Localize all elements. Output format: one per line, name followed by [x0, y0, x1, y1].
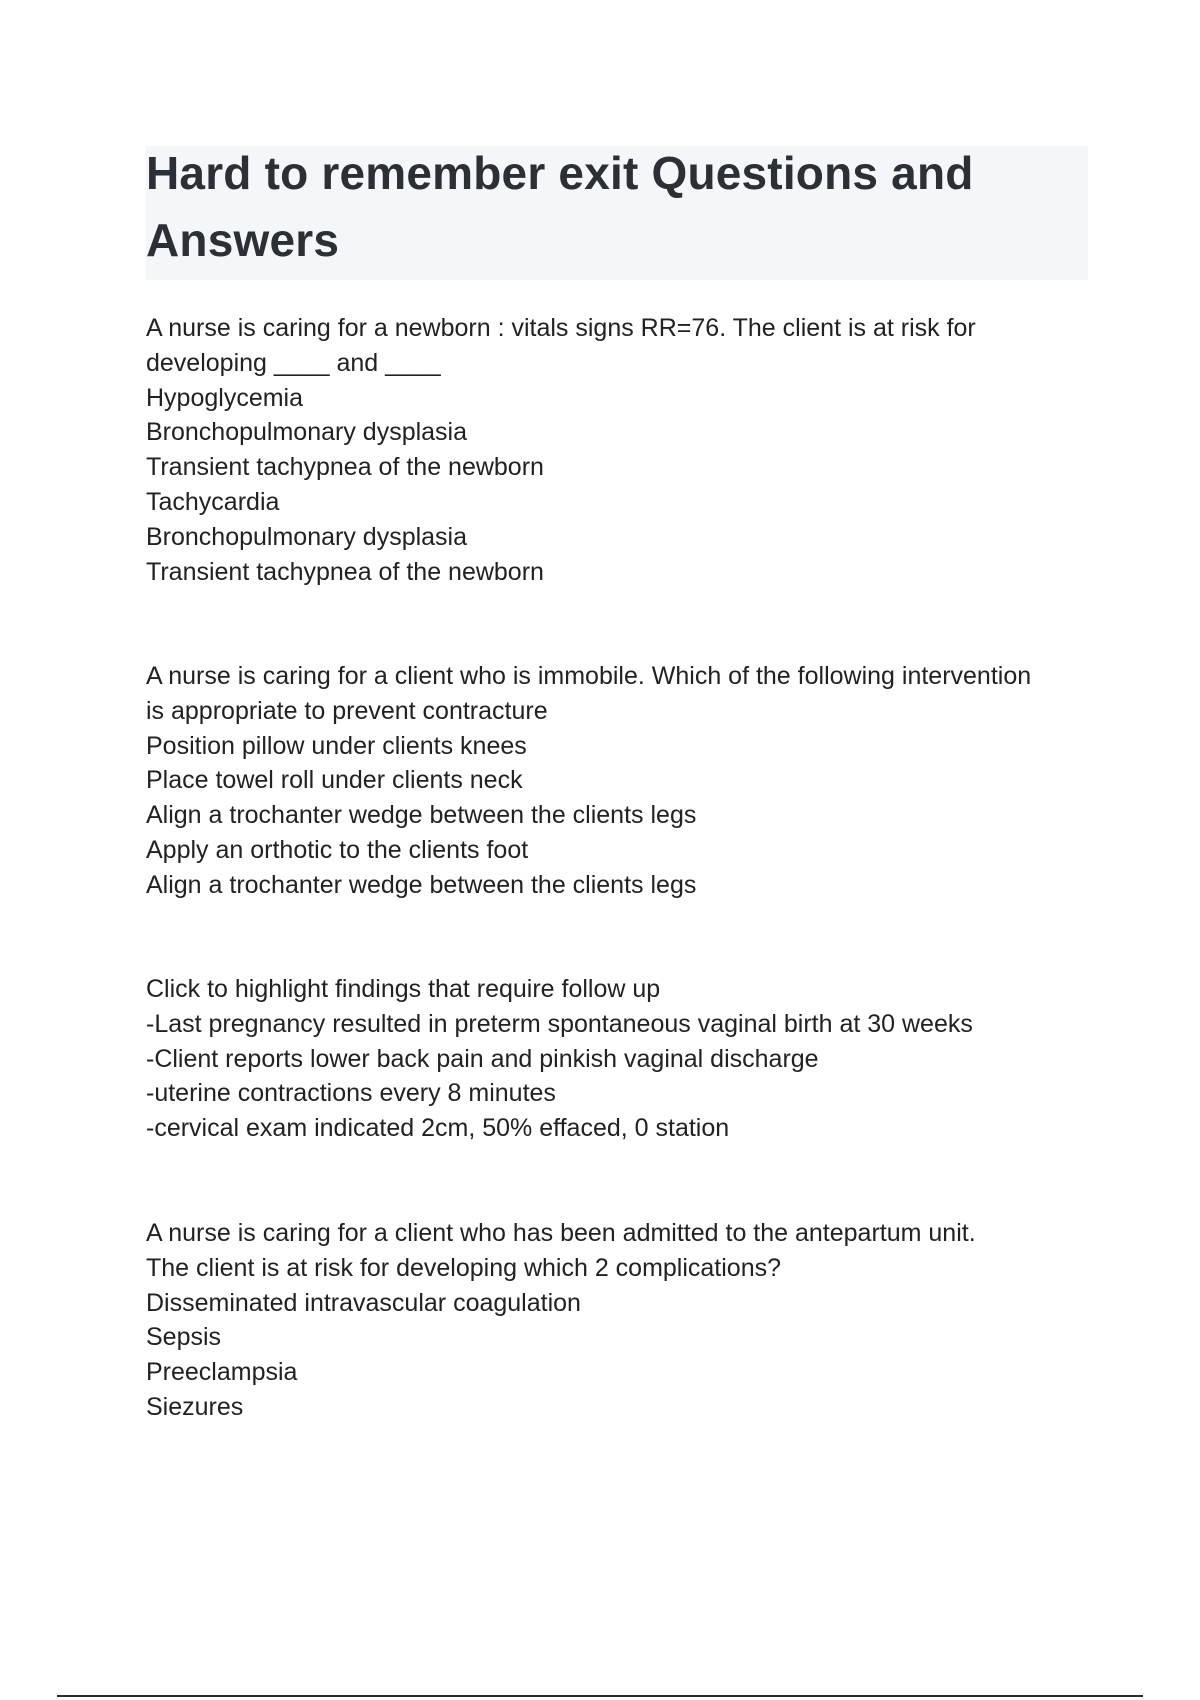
question-text: The client is at risk for developing which 2 complications? — [146, 1253, 782, 1282]
question-text: Click to highlight findings that require follow up — [146, 975, 661, 1003]
answer-option: Apply an orthotic to the clients foot — [146, 835, 529, 864]
correct-answer: Bronchopulmonary dysplasia — [146, 522, 468, 551]
answer-option: Disseminated intravascular coagulation — [146, 1288, 581, 1317]
answer-option: Siezures — [146, 1392, 244, 1421]
question-text: A nurse is caring for a client who has been admitted to the antepartum unit. — [146, 1219, 976, 1247]
answer-option: Position pillow under clients knees — [146, 731, 527, 760]
answer-option: Tachycardia — [146, 487, 280, 516]
question-block-4 — [146, 1216, 1086, 1425]
answer-option: Preeclampsia — [146, 1358, 298, 1387]
correct-answer: Align a trochanter wedge between the clients legs — [146, 870, 697, 899]
answer-option: Sepsis — [146, 1323, 222, 1352]
footer-divider — [57, 1695, 1143, 1697]
question-block-1 — [146, 311, 1086, 589]
question-text: A nurse is caring for a newborn : vitals signs RR=76. The client is at risk for — [146, 314, 976, 342]
finding-item: -uterine contractions every 8 minutes — [146, 1079, 556, 1108]
question-text: is appropriate to prevent contracture — [146, 696, 548, 725]
finding-item: -cervical exam indicated 2cm, 50% effaced, 0 station — [146, 1114, 730, 1143]
answer-option: Transient tachypnea of the newborn — [146, 453, 544, 482]
correct-answer: Transient tachypnea of the newborn — [146, 557, 544, 586]
answer-option: Place towel roll under clients neck — [146, 766, 523, 795]
page-title: Hard to remember exit Questions and Answers — [146, 147, 974, 266]
answer-option: Hypoglycemia — [146, 383, 304, 412]
question-text: A nurse is caring for a client who is immobile. Which of the following intervention — [146, 662, 1032, 690]
finding-item: -Last pregnancy resulted in preterm spontaneous vaginal birth at 30 weeks — [146, 1009, 973, 1038]
finding-item: -Client reports lower back pain and pinkish vaginal discharge — [146, 1044, 819, 1073]
question-block-2 — [146, 659, 1086, 903]
question-block-3 — [146, 972, 1086, 1146]
question-text: developing ____ and ____ — [146, 348, 441, 377]
answer-option: Bronchopulmonary dysplasia — [146, 418, 468, 447]
answer-option: Align a trochanter wedge between the clients legs — [146, 801, 697, 830]
